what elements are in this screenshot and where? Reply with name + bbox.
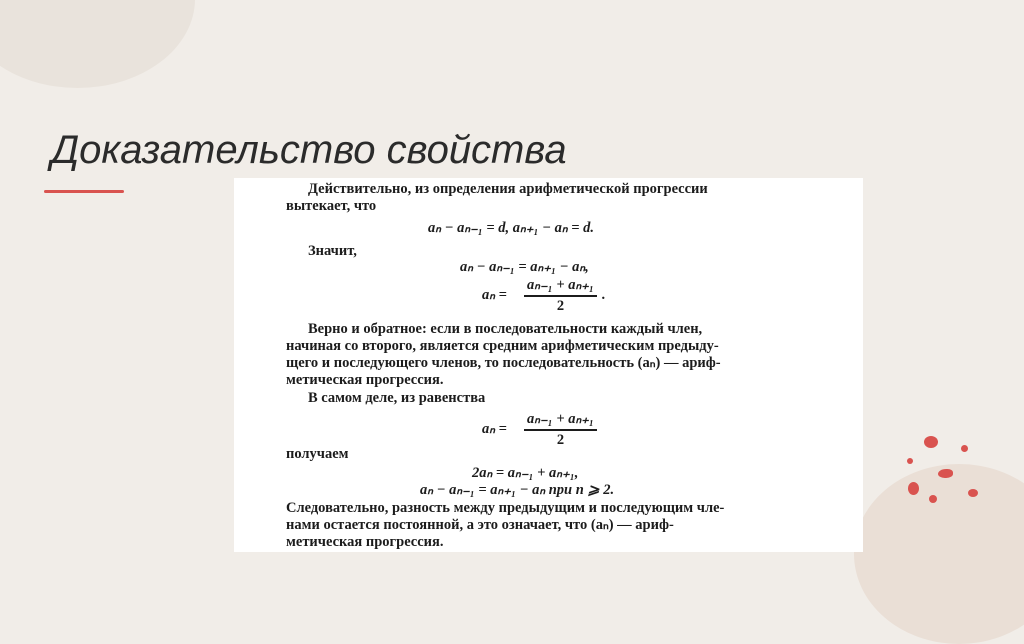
scanned-textbook-excerpt [234,178,863,552]
title-accent-line [44,190,124,193]
paragraph-3-line-1: В самом деле, из равенства [308,390,486,406]
decorative-blob-top-left [0,0,195,88]
decorative-blob-bottom-right [854,464,1024,644]
equation-condition: aₙ − aₙ₋₁ = aₙ₊₁ − aₙ при n ⩾ 2. [420,482,615,498]
text-znachit: Значит, [308,243,357,259]
equation-mean-lhs: aₙ = [482,287,507,303]
paragraph-2-line-2: начиная со второго, является средним арифметическим предыду- [286,338,719,354]
paragraph-2-line-3: щего и последующего членов, то последовательность (aₙ) — ариф- [286,355,721,371]
paragraph-4-line-2: нами остается постоянной, а это означает, что (aₙ) — ариф- [286,517,674,533]
confetti-dot [924,436,938,448]
text-poluchaem: получаем [286,446,349,462]
confetti-dot [961,445,968,452]
paragraph-1-line-2: вытекает, что [286,198,377,214]
equation-mean-fraction [524,277,597,315]
confetti-dot [907,458,913,464]
confetti-dot [908,482,919,495]
slide-title: Доказательство свойства [51,128,567,172]
fraction-denominator: 2 [556,297,565,314]
paragraph-2-line-1: Верно и обратное: если в последовательности каждый член, [308,321,703,337]
equation-difference: aₙ − aₙ₋₁ = d, aₙ₊₁ − aₙ = d. [428,220,594,236]
paragraph-4-line-3: метическая прогрессия. [286,534,444,550]
fraction-numerator: aₙ₋₁ + aₙ₊₁ [527,411,594,427]
fraction-bar [524,295,597,297]
fraction-bar [524,429,597,431]
paragraph-2-line-4: метическая прогрессия. [286,372,444,388]
fraction-numerator: aₙ₋₁ + aₙ₊₁ [527,277,594,293]
equation-given-fraction [524,411,597,449]
confetti-dot [968,489,978,497]
equation-equal-differences: aₙ − aₙ₋₁ = aₙ₊₁ − aₙ, [460,259,589,275]
paragraph-1-line-1: Действительно, из определения арифметической прогрессии [308,181,708,197]
equation-mean-period: . [602,287,606,303]
confetti-dot [938,469,953,478]
equation-given-lhs: aₙ = [482,421,507,437]
fraction-denominator: 2 [556,431,565,448]
equation-double-term: 2aₙ = aₙ₋₁ + aₙ₊₁, [472,465,579,481]
paragraph-4-line-1: Следовательно, разность между предыдущим и последующим чле- [286,500,725,516]
confetti-dot [929,495,937,503]
